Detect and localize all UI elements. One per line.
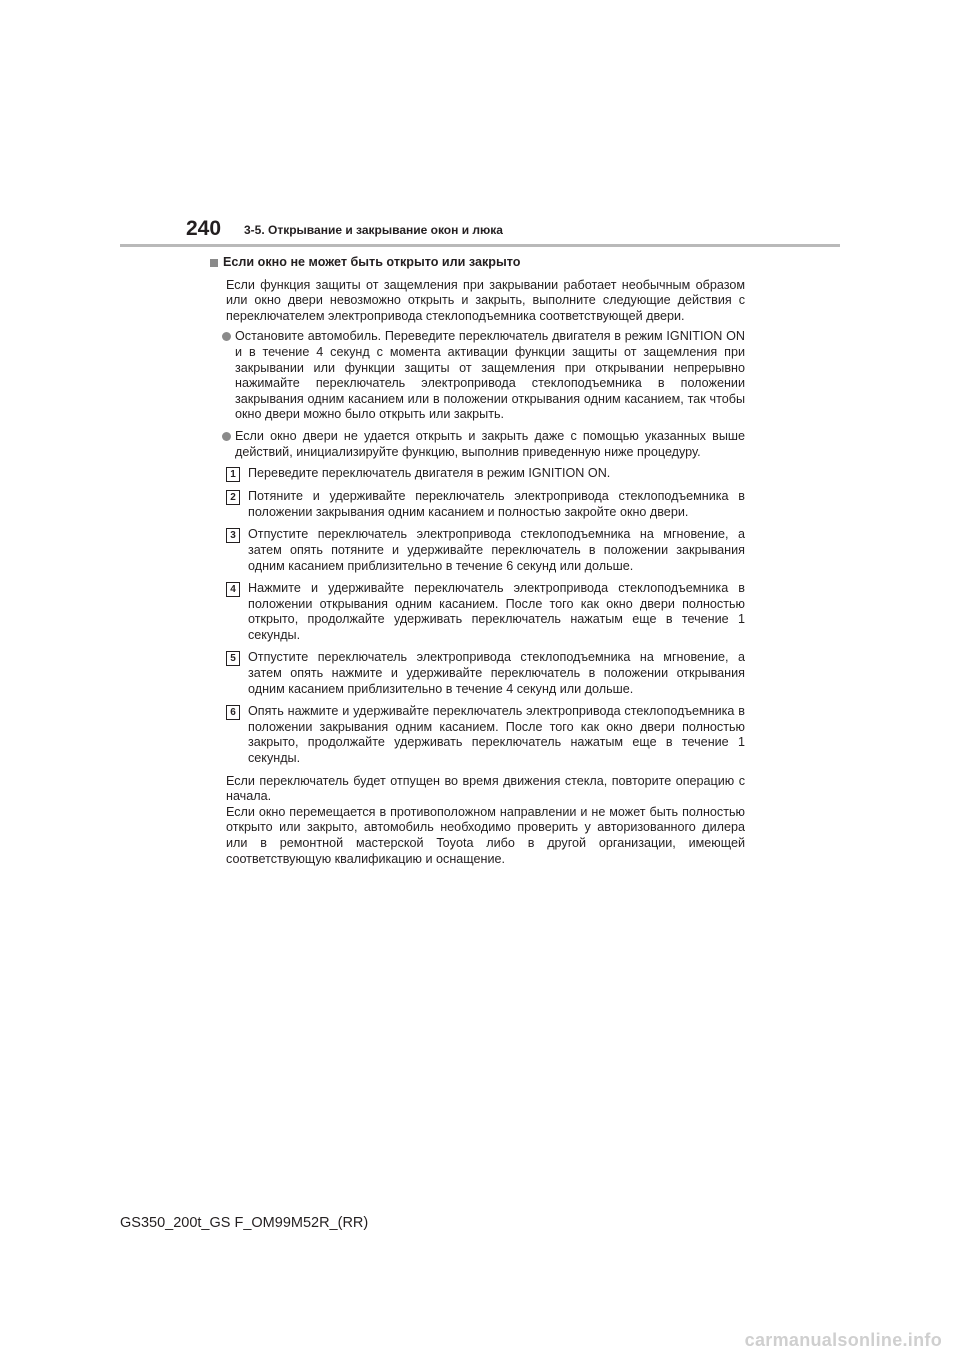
- circle-bullet-icon: [222, 332, 231, 341]
- section-title: 3-5. Открывание и закрывание окон и люка: [244, 223, 503, 237]
- note-restart: Если переключатель будет отпущен во время движения стекла, повторите операцию с начала.: [226, 773, 745, 804]
- step-number-badge: 6: [226, 705, 240, 720]
- bullet-text: Если окно двери не удается открыть и закрыть даже с помощью указанных выше действий, инициализируйте функцию, выполнив приведенную ниже процедуру.: [235, 428, 745, 459]
- intro-paragraph: Если функция защиты от защемления при закрывании работает необычным образом или окно двери невозможно открыть и закрыть, выполните следующие действия с переключателем электропривода стеклоподъемника соответствующей двери.: [226, 277, 745, 323]
- header-divider: [120, 244, 840, 247]
- square-bullet-icon: [210, 259, 218, 267]
- step-text: Потяните и удерживайте переключатель электропривода стеклоподъемника в положении закрывания одним касанием и полностью закройте окно двери.: [248, 489, 745, 519]
- step-item: [226, 704, 745, 766]
- step-item: [226, 581, 745, 643]
- footer-model-code: GS350_200t_GS F_OM99M52R_(RR): [120, 1215, 369, 1231]
- step-item: [226, 650, 745, 697]
- note-dealer: Если окно перемещается в противоположном направлении и не может быть полностью открыто или закрыто, автомобиль необходимо проверить у авторизованного дилера или в ремонтной мастерской Toyota либо в другой организации, имеющей соответствующую квалификацию и оснащение.: [226, 804, 745, 866]
- bullet-text: Остановите автомобиль. Переведите переключатель двигателя в режим IGNITION ON и в течение 4 секунд с момента активации функции защиты от защемления при закрывании или функции защиты от защемления при открывании непрерывно нажимайте переключатель электропривода стеклоподъемника в положении закрывания одним касанием или в положении открывания одним касанием, так чтобы окно двери можно было открыть или закрыть.: [235, 329, 745, 422]
- step-number-badge: 5: [226, 651, 240, 666]
- circle-bullet-icon: [222, 432, 231, 441]
- subsection-heading-text: Если окно не может быть открыто или закрыто: [223, 255, 521, 269]
- step-text: Отпустите переключатель электропривода стеклоподъемника на мгновение, а затем опять потяните и удерживайте переключатель в положении закрывания одним касанием приблизительно в течение 6 секунд или дольше.: [248, 527, 745, 573]
- watermark: carmanualsonline.info: [744, 1330, 942, 1350]
- step-text: Нажмите и удерживайте переключатель электропривода стеклоподъемника в положении открывания одним касанием. После того как окно двери полностью открыто, продолжайте удерживать переключатель нажатым еще в течение 1 секунды.: [248, 581, 745, 642]
- step-number-badge: 4: [226, 582, 240, 597]
- step-item: [226, 466, 745, 482]
- step-number-badge: 3: [226, 528, 240, 543]
- step-number-badge: 2: [226, 490, 240, 505]
- bullet-item: [222, 329, 745, 423]
- step-number-badge: 1: [226, 467, 240, 482]
- step-text: Отпустите переключатель электропривода стеклоподъемника на мгновение, а затем опять нажмите и удерживайте переключатель в положении открывания одним касанием приблизительно в течение 4 секунд или дольше.: [248, 650, 745, 696]
- bullet-item: [222, 429, 745, 460]
- step-item: [226, 527, 745, 574]
- step-text: Опять нажмите и удерживайте переключатель электропривода стеклоподъемника в положении закрывания одним касанием. После того как окно двери полностью закрыто, продолжайте удерживать переключатель нажатым еще в течение 1 секунды.: [248, 704, 745, 766]
- step-text: Переведите переключатель двигателя в режим IGNITION ON.: [248, 466, 611, 481]
- page-number: 240: [186, 217, 222, 240]
- step-item: [226, 489, 745, 520]
- subsection-heading: [210, 255, 745, 271]
- main-content: [210, 255, 745, 867]
